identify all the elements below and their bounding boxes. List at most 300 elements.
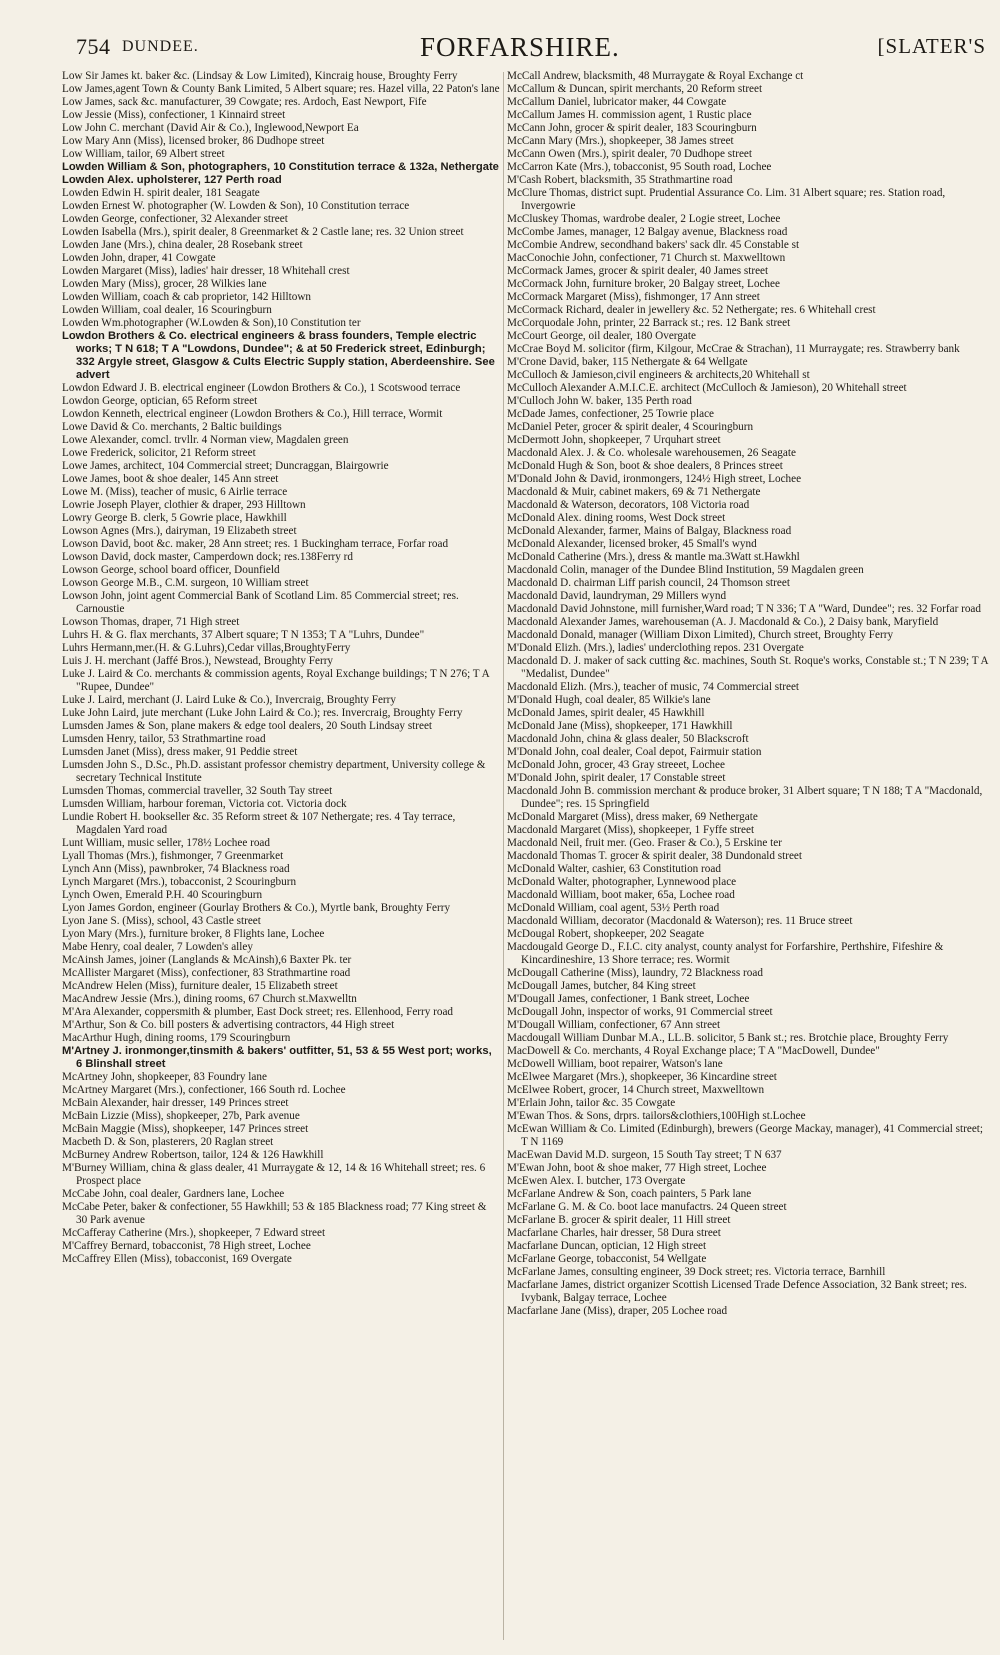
directory-entry [507, 1123, 991, 1149]
directory-entry [62, 161, 500, 174]
directory-entry [62, 213, 500, 226]
directory-entry [507, 538, 991, 551]
directory-entry [62, 135, 500, 148]
column-divider [503, 72, 504, 1640]
directory-entry-text: Macdonald Elizh. (Mrs.), teacher of music, 74 Commercial street [507, 681, 800, 693]
directory-entry-text: McCall Andrew, blacksmith, 48 Murraygate & Royal Exchange ct [507, 70, 804, 82]
directory-entry [507, 96, 991, 109]
directory-entry-text: Macfarlane Charles, hair dresser, 58 Dura street [507, 1227, 721, 1239]
directory-entry [62, 746, 500, 759]
directory-entry [507, 421, 991, 434]
directory-entry-text: Lowson George, school board officer, Dounfield [62, 564, 280, 576]
directory-entry-text: M'Donald Elizh. (Mrs.), ladies' underclothing repos. 231 Overgate [507, 642, 804, 654]
directory-entry-text: McEwan William & Co. Limited (Edinburgh), brewers (George Mackay, manager), 41 Commercial street; T N 1169 [507, 1123, 984, 1148]
directory-entry-text: M'Ara Alexander, coppersmith & plumber, East Dock street; res. Ellenhood, Ferry road [62, 1006, 454, 1018]
directory-entry-text: McCorquodale John, printer, 22 Barrack st.; res. 12 Bank street [507, 317, 791, 329]
directory-entry [507, 759, 991, 772]
directory-entry [62, 967, 500, 980]
directory-entry [62, 1110, 500, 1123]
directory-entry [507, 564, 991, 577]
directory-entry [62, 70, 500, 83]
directory-entry-text: M'Caffrey Bernard, tobacconist, 78 High street, Lochee [62, 1240, 311, 1252]
directory-entry-text: McDougal Robert, shopkeeper, 202 Seagate [507, 928, 705, 940]
directory-entry [507, 252, 991, 265]
directory-entry [62, 1019, 500, 1032]
directory-entry [62, 1084, 500, 1097]
directory-entry-text: Lowe M. (Miss), teacher of music, 6 Airlie terrace [62, 486, 288, 498]
directory-entry-text: Lowe David & Co. merchants, 2 Baltic buildings [62, 421, 282, 433]
directory-entry [507, 1019, 991, 1032]
directory-entry-text: Macdonald Thomas T. grocer & spirit dealer, 38 Dundonald street [507, 850, 803, 862]
directory-entry [62, 668, 500, 694]
directory-entry [507, 772, 991, 785]
directory-entry-text: Lumsden William, harbour foreman, Victoria cot. Victoria dock [62, 798, 347, 810]
directory-entry-text: Macdonald Donald, manager (William Dixon Limited), Church street, Broughty Ferry [507, 629, 894, 641]
directory-entry-text: McAllister Margaret (Miss), confectioner, 83 Strathmartine road [62, 967, 351, 979]
directory-entry-text: Lowson David, boot &c. maker, 28 Ann street; res. 1 Buckingham terrace, Forfar road [62, 538, 449, 550]
directory-entry [507, 1032, 991, 1045]
directory-entry-text: McCourt George, oil dealer, 180 Overgate [507, 330, 696, 342]
directory-entry-text: McFarlane James, consulting engineer, 39 Dock street; res. Victoria terrace, Barnhill [507, 1266, 886, 1278]
directory-entry [62, 525, 500, 538]
directory-entry-text: M'Culloch John W. baker, 135 Perth road [507, 395, 692, 407]
directory-entry [62, 655, 500, 668]
page-header [70, 26, 986, 60]
directory-entry [507, 278, 991, 291]
directory-entry [507, 109, 991, 122]
directory-entry [507, 486, 991, 499]
running-head-city: DUNDEE. [122, 38, 199, 55]
directory-entry-text: Lyon Mary (Mrs.), furniture broker, 8 Flights lane, Lochee [62, 928, 325, 940]
directory-entry-text: McDade James, confectioner, 25 Towrie place [507, 408, 714, 420]
directory-entry-text: Macdonald Neil, fruit mer. (Geo. Fraser & Co.), 5 Erskine ter [507, 837, 782, 849]
directory-entry [507, 291, 991, 304]
directory-entry [62, 577, 500, 590]
directory-entry-text: MacArthur Hugh, dining rooms, 179 Scouringburn [62, 1032, 291, 1044]
directory-entry-text: McCallum James H. commission agent, 1 Rustic place [507, 109, 752, 121]
directory-entry [62, 1188, 500, 1201]
directory-entry [507, 1201, 991, 1214]
directory-entry-text: McCabe Peter, baker & confectioner, 55 Hawkhill; 53 & 185 Blackness road; 77 King street & 30 Park avenue [62, 1201, 487, 1226]
directory-entry [62, 83, 500, 96]
directory-entry [62, 395, 500, 408]
directory-entry-text: Lowden William, coal dealer, 16 Scouringburn [62, 304, 272, 316]
directory-entry [62, 759, 500, 785]
directory-entry [62, 785, 500, 798]
directory-entry-text: Lowden William & Son, photographers, 10 Constitution terrace & 132a, Nethergate [62, 161, 499, 173]
directory-entry [62, 850, 500, 863]
directory-entry-text: Lowe James, architect, 104 Commercial street; Duncraggan, Blairgowrie [62, 460, 389, 472]
directory-entry-text: McFarlane George, tobacconist, 54 Wellgate [507, 1253, 707, 1265]
directory-entry [62, 876, 500, 889]
directory-entry [507, 1045, 991, 1058]
directory-entry-text: M'Burney William, china & glass dealer, 41 Murraygate & 12, 14 & 16 Whitehall street; res. 6 Prospect place [62, 1162, 486, 1187]
directory-entry [62, 798, 500, 811]
directory-entry [507, 681, 991, 694]
directory-entry [62, 265, 500, 278]
directory-entry [507, 733, 991, 746]
directory-entry [507, 343, 991, 356]
directory-entry-text: Low John C. merchant (David Air & Co.), Inglewood,Newport Ea [62, 122, 359, 134]
directory-entry [62, 447, 500, 460]
directory-entry-text: McDonald Alexander, licensed broker, 45 Small's wynd [507, 538, 757, 550]
directory-entry [507, 473, 991, 486]
directory-entry [62, 1045, 500, 1071]
directory-entry [62, 1253, 500, 1266]
directory-entry [507, 785, 991, 811]
left-column [62, 70, 500, 1645]
directory-entry-text: Macdougald George D., F.I.C. city analyst, county analyst for Forfarshire, Perthshire, Fifeshire & Kincardineshire, 13 Shore terrace; res. Wormit [507, 941, 944, 966]
directory-entry [507, 1227, 991, 1240]
directory-entry [62, 928, 500, 941]
directory-entry-text: McDonald Walter, cashier, 63 Constitution road [507, 863, 721, 875]
directory-entry [62, 629, 500, 642]
directory-entry [507, 993, 991, 1006]
directory-entry [62, 460, 500, 473]
directory-entry [62, 174, 500, 187]
directory-entry [62, 720, 500, 733]
directory-entry-text: McDonald Hugh & Son, boot & shoe dealers, 8 Princes street [507, 460, 783, 472]
directory-entry-text: McEwen Alex. I. butcher, 173 Overgate [507, 1175, 686, 1187]
directory-entry-text: Macdonald David, laundryman, 29 Millers wynd [507, 590, 727, 602]
directory-entry [507, 1240, 991, 1253]
directory-entry-text: Macdonald David Johnstone, mill furnisher,Ward road; T N 336; T A "Ward, Dundee"; res. 32 Forfar road [507, 603, 981, 615]
directory-entry-text: Lowe Alexander, comcl. trvllr. 4 Norman view, Magdalen green [62, 434, 349, 446]
directory-entry [507, 1006, 991, 1019]
directory-entry-text: McCrae Boyd M. solicitor (firm, Kilgour, McCrae & Strachan), 11 Murraygate; res. Strawberry bank [507, 343, 960, 355]
directory-entry [507, 980, 991, 993]
directory-entry [62, 382, 500, 395]
directory-entry [507, 629, 991, 642]
directory-entry-text: McDonald Alex. dining rooms, West Dock street [507, 512, 726, 524]
directory-entry-text: McCarron Kate (Mrs.), tobacconist, 95 South road, Lochee [507, 161, 772, 173]
directory-entry-text: McElwee Robert, grocer, 14 Church street, Maxwelltown [507, 1084, 765, 1096]
directory-entry [507, 1175, 991, 1188]
running-head-county: FORFARSHIRE. [420, 32, 620, 62]
directory-entry-text: Lundie Robert H. bookseller &c. 35 Reform street & 107 Nethergate; res. 4 Tay terrace, Magdalen Yard road [62, 811, 456, 836]
directory-entry-text: McDonald Margaret (Miss), dress maker, 69 Nethergate [507, 811, 758, 823]
directory-entry [62, 837, 500, 850]
directory-entry [62, 252, 500, 265]
directory-entry-text: Macfarlane Jane (Miss), draper, 205 Lochee road [507, 1305, 728, 1317]
directory-entry [507, 902, 991, 915]
right-column [507, 70, 991, 1645]
directory-entry-text: McCulloch Alexander A.M.I.C.E. architect (McCulloch & Jamieson), 20 Whitehall street [507, 382, 907, 394]
directory-entry-text: McAinsh James, joiner (Langlands & McAinsh),6 Baxter Pk. ter [62, 954, 352, 966]
directory-entry-text: Lowe James, boot & shoe dealer, 145 Ann street [62, 473, 279, 485]
directory-entry [62, 1201, 500, 1227]
directory-entry [507, 447, 991, 460]
directory-entry-text: Macfarlane James, district organizer Scottish Licensed Trade Defence Association, 32 Bank street; res. Ivybank, Balgay terrace, Lochee [507, 1279, 967, 1304]
directory-entry [507, 304, 991, 317]
directory-entry [507, 395, 991, 408]
directory-entry-text: Lowdon Brothers & Co. electrical engineers & brass founders, Temple electric works; T N 618; T A "Lowdons, Dundee"; & at 50 Frederick street, Edinburgh; 332 Argyle street, Glasgow & Cults Electric Supply station, Aberdeenshire. See advert [62, 330, 495, 381]
directory-entry [507, 1097, 991, 1110]
directory-entry [507, 1305, 991, 1318]
directory-entry [62, 694, 500, 707]
directory-entry [62, 1006, 500, 1019]
directory-entry-text: Macdonald John, china & glass dealer, 50 Blackscroft [507, 733, 749, 745]
directory-entry-text: M'Ewan John, boot & shoe maker, 77 High street, Lochee [507, 1162, 767, 1174]
running-head-publisher: [SLATER'S [877, 34, 986, 58]
directory-entry [507, 83, 991, 96]
directory-entry [507, 616, 991, 629]
directory-entry-text: Lumsden Thomas, commercial traveller, 32 South Tay street [62, 785, 333, 797]
directory-entry [62, 1071, 500, 1084]
directory-entry-text: Low Mary Ann (Miss), licensed broker, 86 Dudhope street [62, 135, 325, 147]
directory-entry [507, 460, 991, 473]
directory-entry-text: Lyall Thomas (Mrs.), fishmonger, 7 Greenmarket [62, 850, 284, 862]
directory-entry-text: McCormack James, grocer & spirit dealer, 40 James street [507, 265, 769, 277]
directory-entry [62, 538, 500, 551]
directory-entry [62, 1240, 500, 1253]
directory-entry [507, 1162, 991, 1175]
directory-entry [62, 889, 500, 902]
directory-entry [507, 577, 991, 590]
directory-entry [62, 291, 500, 304]
directory-entry-text: McDonald Walter, photographer, Lynnewood place [507, 876, 737, 888]
directory-entry-text: Luke J. Laird, merchant (J. Laird Luke & Co.), Invercraig, Broughty Ferry [62, 694, 396, 706]
directory-entry [507, 369, 991, 382]
directory-entry-text: Lowson Agnes (Mrs.), dairyman, 19 Elizabeth street [62, 525, 297, 537]
directory-entry [507, 824, 991, 837]
directory-entry-text: McDowell William, boot repairer, Watson's lane [507, 1058, 723, 1070]
directory-entry [62, 1097, 500, 1110]
directory-entry-text: Lowden Mary (Miss), grocer, 28 Wilkies lane [62, 278, 267, 290]
directory-entry-text: M'Crone David, baker, 115 Nethergate & 64 Wellgate [507, 356, 748, 368]
directory-entry [507, 122, 991, 135]
directory-entry-text: Luke John Laird, jute merchant (Luke John Laird & Co.); res. Invercraig, Broughty Ferry [62, 707, 463, 719]
directory-entry [62, 993, 500, 1006]
directory-entry-text: M'Donald Hugh, coal dealer, 85 Wilkie's lane [507, 694, 711, 706]
directory-entry-text: McDaniel Peter, grocer & spirit dealer, 4 Scouringburn [507, 421, 754, 433]
directory-entry [507, 837, 991, 850]
directory-entry-text: McBain Lizzie (Miss), shopkeeper, 27b, Park avenue [62, 1110, 300, 1122]
directory-entry-text: McCann Owen (Mrs.), spirit dealer, 70 Dudhope street [507, 148, 752, 160]
directory-entry-text: Lowden Isabella (Mrs.), spirit dealer, 8 Greenmarket & 2 Castle lane; res. 32 Union street [62, 226, 464, 238]
directory-entry-text: M'Donald John & David, ironmongers, 124½ High street, Lochee [507, 473, 802, 485]
directory-entry [62, 330, 500, 382]
directory-entry-text: McBain Maggie (Miss), shopkeeper, 147 Princes street [62, 1123, 309, 1135]
directory-entry [507, 863, 991, 876]
directory-entry [62, 941, 500, 954]
directory-entry-text: Macfarlane Duncan, optician, 12 High street [507, 1240, 707, 1252]
directory-entry [62, 200, 500, 213]
directory-entry-text: MacDowell & Co. merchants, 4 Royal Exchange place; T A "MacDowell, Dundee" [507, 1045, 880, 1057]
directory-entry [507, 70, 991, 83]
directory-entry-text: Lowe Frederick, solicitor, 21 Reform street [62, 447, 256, 459]
directory-entry-text: Lowry George B. clerk, 5 Gowrie place, Hawkhill [62, 512, 287, 524]
directory-entry-text: MacEwan David M.D. surgeon, 15 South Tay street; T N 637 [507, 1149, 782, 1161]
directory-entry-text: Lowden George, confectioner, 32 Alexander street [62, 213, 288, 225]
directory-entry-text: McCombe James, manager, 12 Balgay avenue, Blackness road [507, 226, 788, 238]
directory-entry [62, 499, 500, 512]
directory-entry-text: McDonald William, coal agent, 53½ Perth road [507, 902, 720, 914]
directory-entry-text: McCormack John, furniture broker, 20 Balgay street, Lochee [507, 278, 780, 290]
directory-entry-text: McBain Alexander, hair dresser, 149 Princes street [62, 1097, 289, 1109]
directory-entry-text: Macdonald Alex. J. & Co. wholesale warehousemen, 26 Seagate [507, 447, 796, 459]
directory-entry [507, 187, 991, 213]
directory-entry [62, 642, 500, 655]
directory-entry-text: Lyon Jane S. (Miss), school, 43 Castle street [62, 915, 261, 927]
directory-entry-text: McDonald Jane (Miss), shopkeeper, 171 Hawkhill [507, 720, 733, 732]
directory-entry [62, 1162, 500, 1188]
directory-entry [62, 564, 500, 577]
directory-entry-text: Low William, tailor, 69 Albert street [62, 148, 225, 160]
directory-entry [507, 1149, 991, 1162]
directory-entry-text: M'Erlain John, tailor &c. 35 Cowgate [507, 1097, 676, 1109]
directory-entry-text: McCluskey Thomas, wardrobe dealer, 2 Logie street, Lochee [507, 213, 781, 225]
directory-entry-text: Lynch Owen, Emerald P.H. 40 Scouringburn [62, 889, 263, 901]
directory-entry-text: M'Artney J. ironmonger,tinsmith & bakers' outfitter, 51, 53 & 55 West port; works, 6 Blinshall street [62, 1045, 492, 1070]
directory-entry [62, 1227, 500, 1240]
directory-entry-text: Luis J. H. merchant (Jaffé Bros.), Newstead, Broughty Ferry [62, 655, 334, 667]
directory-entry-text: Lowden Alex. upholsterer, 127 Perth road [62, 174, 282, 186]
directory-entry-text: Low James, sack &c. manufacturer, 39 Cowgate; res. Ardoch, East Newport, Fife [62, 96, 427, 108]
directory-entry [507, 408, 991, 421]
directory-entry [507, 941, 991, 967]
directory-entry-text: Lowden Wm.photographer (W.Lowden & Son),10 Constitution ter [62, 317, 361, 329]
directory-entry-text: Mabe Henry, coal dealer, 7 Lowden's alley [62, 941, 253, 953]
directory-entry [62, 551, 500, 564]
directory-entry [62, 317, 500, 330]
directory-entry [507, 135, 991, 148]
directory-entry-text: Macdonald William, boot maker, 65a, Lochee road [507, 889, 735, 901]
directory-entry-text: McDonald James, spirit dealer, 45 Hawkhill [507, 707, 705, 719]
directory-entry-text: McAndrew Helen (Miss), furniture dealer, 15 Elizabeth street [62, 980, 338, 992]
directory-entry [62, 187, 500, 200]
directory-entry [507, 213, 991, 226]
directory-entry-text: McFarlane Andrew & Son, coach painters, 5 Park lane [507, 1188, 752, 1200]
directory-entry-text: Lowson John, joint agent Commercial Bank of Scotland Lim. 85 Commercial street; res. Carnoustie [62, 590, 459, 615]
directory-entry-text: McCallum Daniel, lubricator maker, 44 Cowgate [507, 96, 727, 108]
directory-entry [507, 1266, 991, 1279]
directory-entry [507, 551, 991, 564]
directory-entry-text: M'Cash Robert, blacksmith, 35 Strathmartine road [507, 174, 733, 186]
directory-entry [507, 148, 991, 161]
directory-entry [507, 1084, 991, 1097]
directory-entry-text: Lowden William, coach & cab proprietor, 142 Hilltown [62, 291, 311, 303]
directory-entry-text: McCann Mary (Mrs.), shopkeeper, 38 James street [507, 135, 734, 147]
directory-entry-text: Macdonald Colin, manager of the Dundee Blind Institution, 59 Magdalen green [507, 564, 864, 576]
directory-entry-text: Luhrs H. & G. flax merchants, 37 Albert square; T N 1353; T A "Luhrs, Dundee" [62, 629, 425, 641]
directory-entry-text: Low Jessie (Miss), confectioner, 1 Kinnaird street [62, 109, 286, 121]
directory-entry [507, 928, 991, 941]
directory-entry [507, 811, 991, 824]
directory-entry [62, 590, 500, 616]
directory-entry-text: Lumsden John S., D.Sc., Ph.D. assistant professor chemistry department, University college & secretary Technical Institute [62, 759, 486, 784]
directory-entry-text: Lowden Ernest W. photographer (W. Lowden & Son), 10 Constitution terrace [62, 200, 410, 212]
directory-entry [507, 265, 991, 278]
directory-entry [62, 473, 500, 486]
directory-entry-text: Lowson George M.B., C.M. surgeon, 10 William street [62, 577, 309, 589]
directory-entry-text: Lynch Margaret (Mrs.), tobacconist, 2 Scouringburn [62, 876, 297, 888]
directory-entry-text: Lowden Jane (Mrs.), china dealer, 28 Rosebank street [62, 239, 303, 251]
directory-entry [62, 304, 500, 317]
directory-entry-text: McCallum & Duncan, spirit merchants, 20 Reform street [507, 83, 763, 95]
directory-entry-text: Macdonald D. chairman Liff parish council, 24 Thomson street [507, 577, 790, 589]
directory-entry-text: McDougall James, butcher, 84 King street [507, 980, 696, 992]
directory-entry-text: Macdonald D. J. maker of sack cutting &c. machines, South St. Roque's works, Constable st.; T N 239; T A "Medalist, Dundee" [507, 655, 988, 680]
directory-entry [62, 902, 500, 915]
directory-entry [507, 889, 991, 902]
directory-entry-text: Lowden John, draper, 41 Cowgate [62, 252, 216, 264]
directory-entry [507, 1214, 991, 1227]
directory-entry-text: M'Dougall William, confectioner, 67 Ann street [507, 1019, 721, 1031]
directory-entry [62, 408, 500, 421]
directory-entry [507, 876, 991, 889]
directory-entry [62, 1123, 500, 1136]
directory-entry [62, 486, 500, 499]
directory-entry-text: McDonald Catherine (Mrs.), dress & mantle ma.3Watt st.Hawkhl [507, 551, 800, 563]
directory-entry [507, 382, 991, 395]
directory-entry [62, 616, 500, 629]
directory-entry [507, 1188, 991, 1201]
directory-entry-text: Lowden Margaret (Miss), ladies' hair dresser, 18 Whitehall crest [62, 265, 350, 277]
directory-entry-text: Lowson Thomas, draper, 71 High street [62, 616, 240, 628]
directory-entry [62, 811, 500, 837]
directory-entry-text: McCaffrey Ellen (Miss), tobacconist, 169 Overgate [62, 1253, 292, 1265]
directory-entry [507, 1279, 991, 1305]
directory-entry-text: Lunt William, music seller, 178½ Lochee road [62, 837, 270, 849]
directory-entry-text: M'Donald John, spirit dealer, 17 Constable street [507, 772, 726, 784]
directory-entry [62, 109, 500, 122]
directory-entry [507, 694, 991, 707]
directory-entry-text: McDougall Catherine (Miss), laundry, 72 Blackness road [507, 967, 763, 979]
directory-entry-text: McCann John, grocer & spirit dealer, 183 Scouringburn [507, 122, 757, 134]
directory-entry [62, 863, 500, 876]
directory-entry-text: Lowden Edwin H. spirit dealer, 181 Seagate [62, 187, 260, 199]
directory-entry-text: MacConochie John, confectioner, 71 Church st. Maxwelltown [507, 252, 786, 264]
directory-entry-text: M'Ewan Thos. & Sons, drprs. tailors&clothiers,100High st.Lochee [507, 1110, 806, 1122]
directory-entry-text: Luhrs Hermann,mer.(H. & G.Luhrs),Cedar villas,BroughtyFerry [62, 642, 351, 654]
directory-entry [507, 226, 991, 239]
directory-entry-text: Low James,agent Town & County Bank Limited, 5 Albert square; res. Hazel villa, 22 Paton's lane [62, 83, 500, 95]
directory-entry-text: Lumsden Henry, tailor, 53 Strathmartine road [62, 733, 266, 745]
directory-entry [62, 434, 500, 447]
directory-entry-text: McClure Thomas, district supt. Prudential Assurance Co. Lim. 31 Albert square; res. Station road, Invergowrie [507, 187, 946, 212]
directory-entry [507, 174, 991, 187]
directory-entry-text: McDonald Alexander, farmer, Mains of Balgay, Blackness road [507, 525, 792, 537]
directory-entry [507, 603, 991, 616]
directory-entry [507, 330, 991, 343]
directory-entry-text: McCombie Andrew, secondhand bakers' sack dlr. 45 Constable st [507, 239, 800, 251]
directory-entry-text: Macdonald William, decorator (Macdonald & Waterson); res. 11 Bruce street [507, 915, 853, 927]
directory-entry-text: McCormack Margaret (Miss), fishmonger, 17 Ann street [507, 291, 760, 303]
directory-entry-text: Lowson David, dock master, Camperdown dock; res.138Ferry rd [62, 551, 353, 563]
directory-entry [62, 278, 500, 291]
directory-entry [507, 1253, 991, 1266]
directory-entry [507, 707, 991, 720]
directory-entry [507, 642, 991, 655]
directory-entry [507, 1071, 991, 1084]
directory-entry-text: McDougall John, inspector of works, 91 Commercial street [507, 1006, 773, 1018]
directory-entry [62, 239, 500, 252]
directory-entry-text: McArtney Margaret (Mrs.), confectioner, 166 South rd. Lochee [62, 1084, 346, 1096]
directory-entry-text: Lyon James Gordon, engineer (Gourlay Brothers & Co.), Myrtle bank, Broughty Ferry [62, 902, 451, 914]
directory-entry [507, 720, 991, 733]
directory-entry-text: Luke J. Laird & Co. merchants & commission agents, Royal Exchange buildings; T N 276; T A "Rupee, Dundee" [62, 668, 490, 693]
directory-entry-text: M'Dougall James, confectioner, 1 Bank street, Lochee [507, 993, 750, 1005]
directory-entry-text: Macdonald John B. commission merchant & produce broker, 31 Albert square; T N 188; T A "Macdonald, Dundee"; res. 15 Springfield [507, 785, 983, 810]
directory-entry [62, 148, 500, 161]
directory-entry [62, 915, 500, 928]
directory-entry-text: Lowrie Joseph Player, clothier & draper, 293 Hilltown [62, 499, 306, 511]
directory-entry-text: Lumsden James & Son, plane makers & edge tool dealers, 20 South Lindsay street [62, 720, 433, 732]
directory-entry-text: Lumsden Janet (Miss), dress maker, 91 Peddie street [62, 746, 298, 758]
directory-entry-text: Macdonald Alexander James, warehouseman (A. J. Macdonald & Co.), 2 Daisy bank, Maryfield [507, 616, 939, 628]
directory-entry [62, 954, 500, 967]
